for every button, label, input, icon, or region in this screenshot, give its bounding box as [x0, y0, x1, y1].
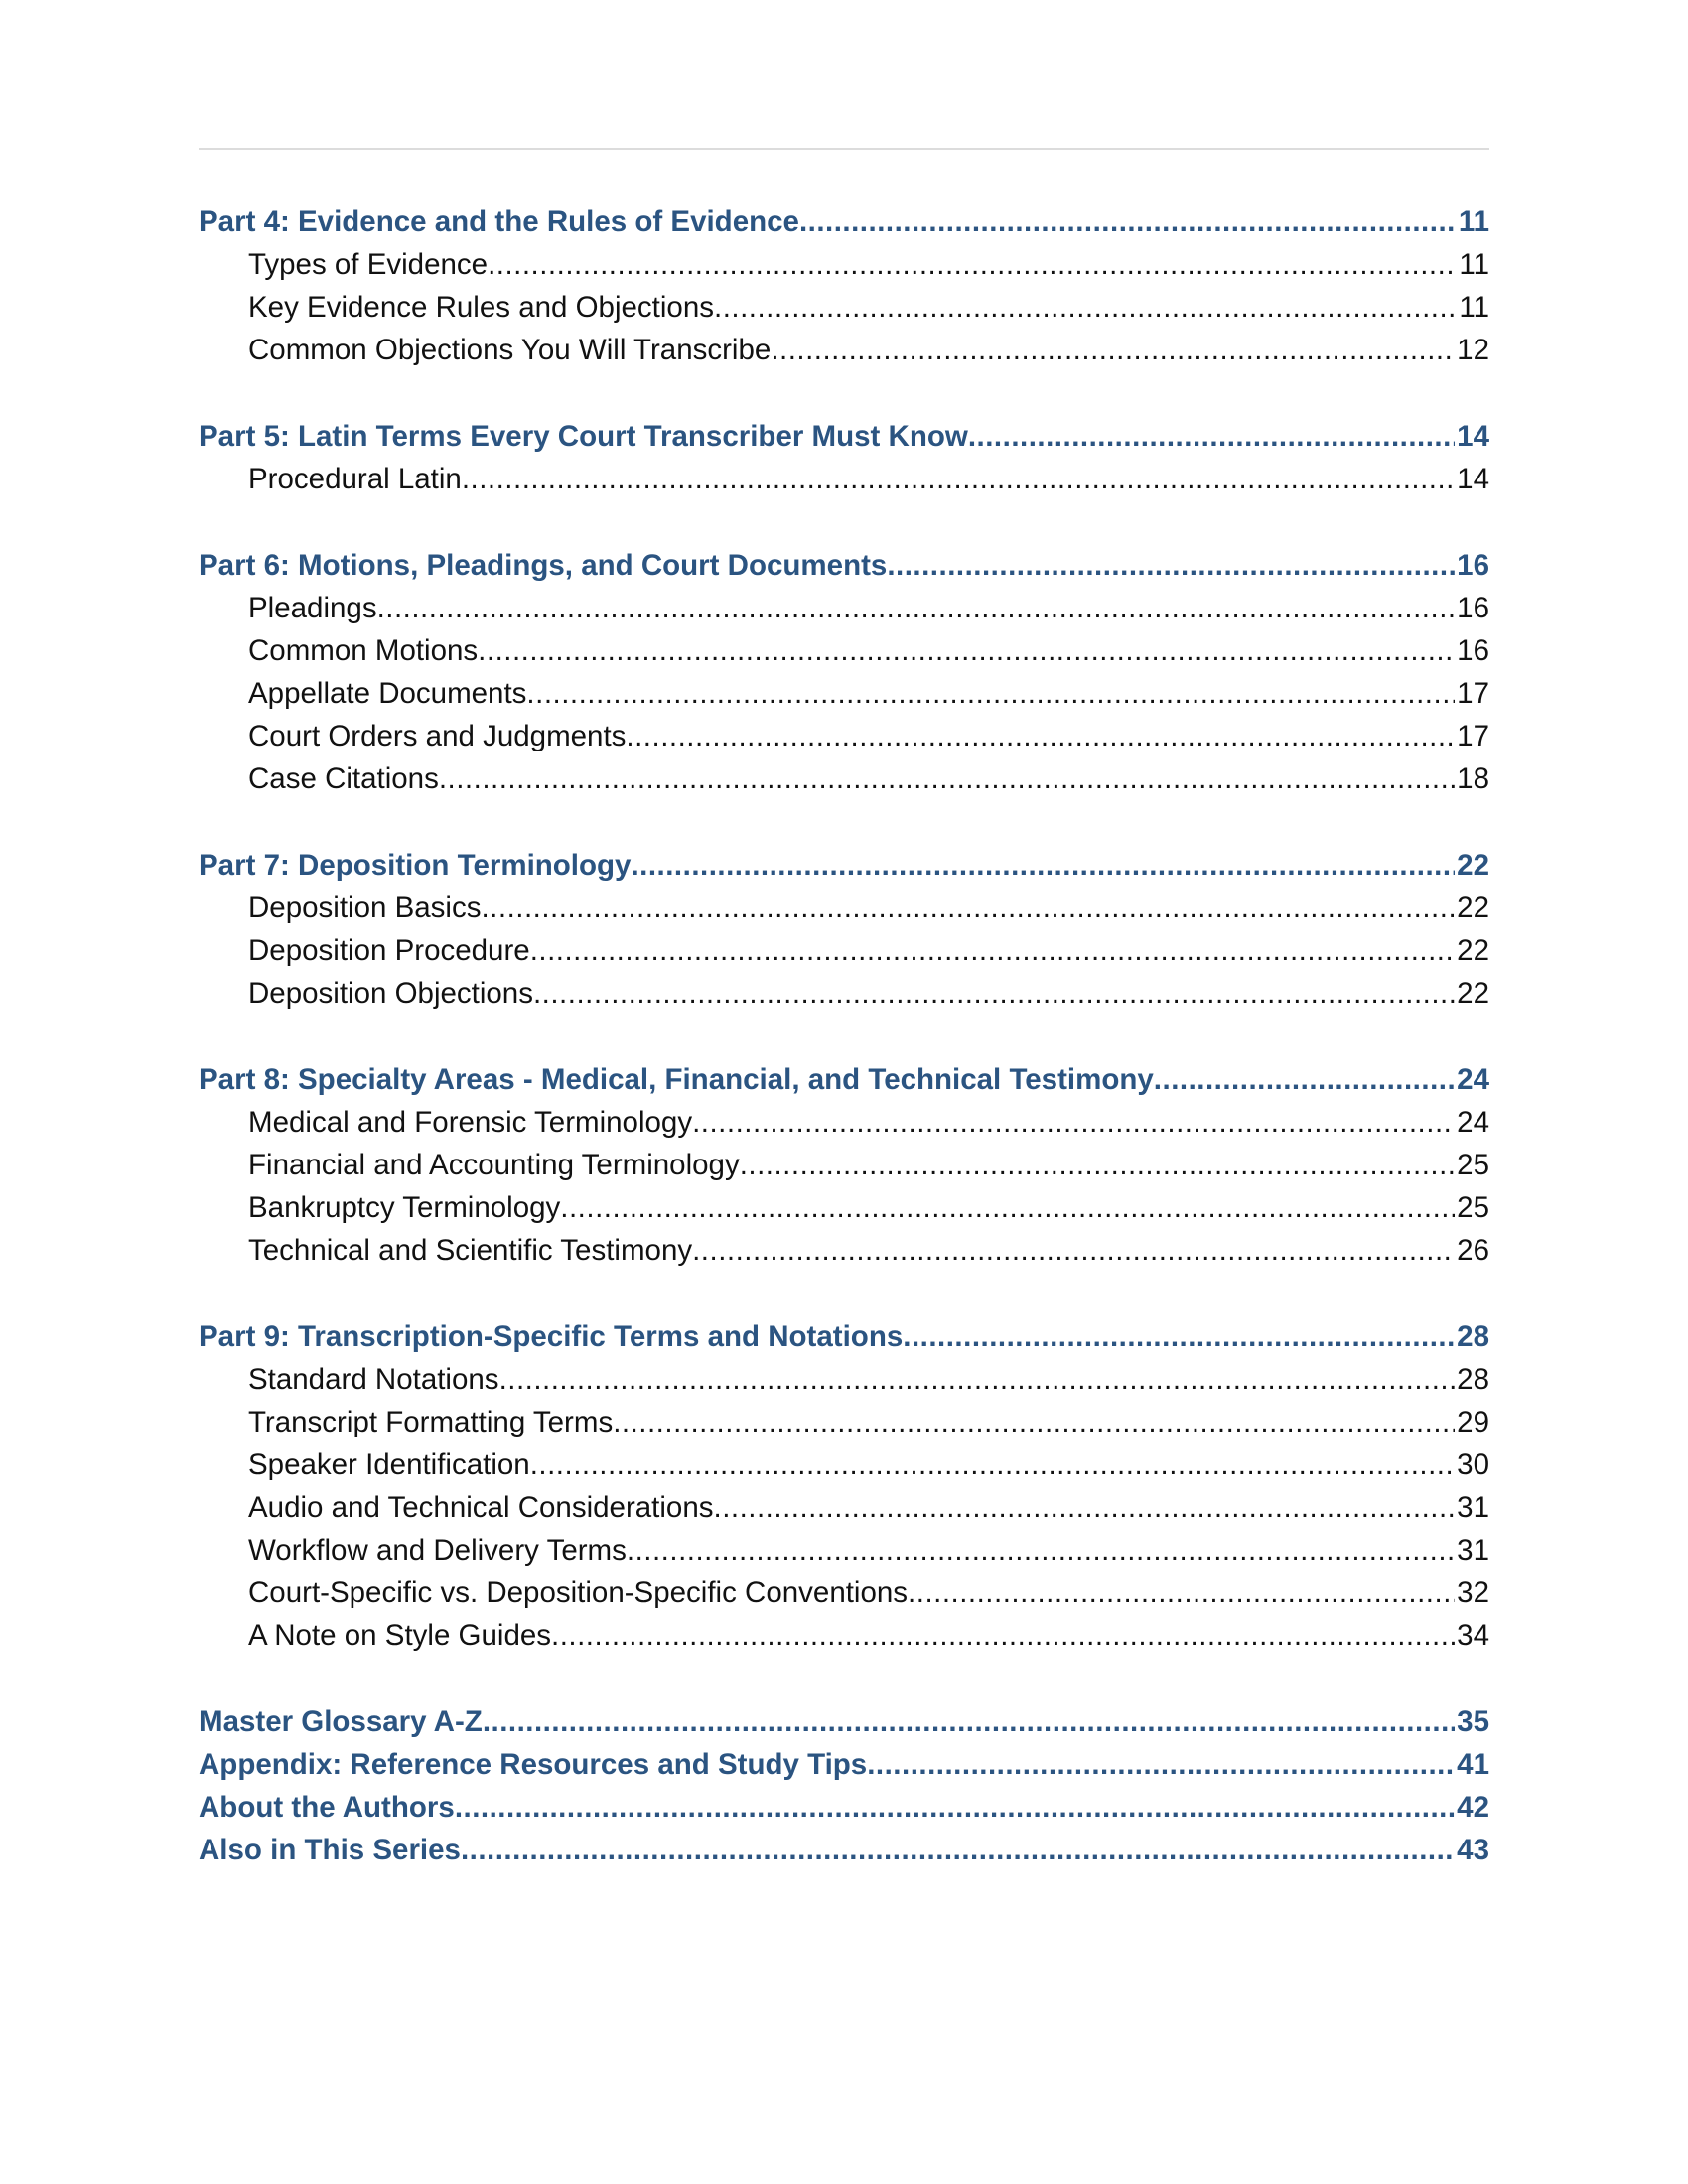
dot-leader	[461, 1831, 1455, 1870]
toc-entry-title: Common Motions	[248, 634, 479, 667]
top-divider	[199, 148, 1489, 150]
dot-leader	[530, 1445, 1455, 1485]
dot-leader	[903, 1317, 1455, 1357]
dot-leader	[771, 331, 1455, 370]
toc-page-number: 43	[1457, 1834, 1489, 1866]
toc-page-number: 28	[1457, 1320, 1489, 1353]
toc-page-number: 11	[1459, 248, 1489, 281]
toc-entry-title: Procedural Latin	[248, 463, 462, 495]
dot-leader	[462, 460, 1455, 499]
toc-subentry-court-orders[interactable]	[248, 717, 1489, 756]
dot-leader	[483, 1703, 1455, 1742]
toc-heading-master-glossary[interactable]	[199, 1703, 1489, 1742]
dot-leader	[613, 1403, 1455, 1442]
dot-leader	[867, 1745, 1455, 1785]
dot-leader	[740, 1146, 1455, 1185]
toc-page-number: 14	[1457, 463, 1489, 495]
toc-page-number: 11	[1458, 205, 1489, 238]
toc-entry-title: Technical and Scientific Testimony	[248, 1234, 693, 1267]
toc-entry-title: Deposition Procedure	[248, 934, 530, 967]
toc-heading-part-5[interactable]	[199, 417, 1489, 457]
dot-leader	[626, 717, 1455, 756]
toc-page-number: 22	[1457, 934, 1489, 967]
dot-leader	[526, 674, 1455, 714]
toc-entry-title: Also in This Series	[199, 1834, 461, 1866]
toc-subentry-style-guides[interactable]	[248, 1616, 1489, 1656]
toc-page-number: 28	[1457, 1363, 1489, 1396]
toc-entry-title: Court Orders and Judgments	[248, 720, 627, 752]
toc-page-number: 26	[1457, 1234, 1489, 1267]
dot-leader	[533, 974, 1455, 1014]
toc-heading-also-in-series[interactable]	[199, 1831, 1489, 1870]
toc-page-number: 25	[1457, 1191, 1489, 1224]
toc-heading-part-6[interactable]	[199, 546, 1489, 586]
toc-subentry-case-citations[interactable]	[248, 759, 1489, 799]
toc-subentry-common-motions[interactable]	[248, 631, 1489, 671]
toc-page-number: 11	[1459, 291, 1489, 324]
toc-page-number: 31	[1457, 1491, 1489, 1524]
toc-entry-title: Appellate Documents	[248, 677, 527, 710]
dot-leader	[714, 288, 1457, 328]
toc-subentry-deposition-objections[interactable]	[248, 974, 1489, 1014]
toc-page-number: 41	[1457, 1748, 1489, 1781]
toc-entry-title: Part 7: Deposition Terminology	[199, 849, 632, 882]
dot-leader	[377, 589, 1456, 628]
toc-entry-title: Common Objections You Will Transcribe	[248, 334, 772, 366]
toc-entry-title: Types of Evidence	[248, 248, 489, 281]
toc-page-number: 35	[1457, 1706, 1489, 1738]
dot-leader	[478, 631, 1455, 671]
toc-entry-title: Financial and Accounting Terminology	[248, 1149, 740, 1181]
dot-leader	[560, 1188, 1455, 1228]
toc-entry-title: Part 4: Evidence and the Rules of Evidence	[199, 205, 799, 238]
toc-heading-part-8[interactable]	[199, 1060, 1489, 1100]
toc-page-number: 24	[1457, 1063, 1489, 1096]
toc-entry-title: Part 6: Motions, Pleadings, and Court Documents	[199, 549, 888, 582]
dot-leader	[799, 203, 1457, 242]
toc-page-number: 24	[1457, 1106, 1489, 1139]
dot-leader	[551, 1616, 1455, 1656]
toc-entry-title: Part 9: Transcription-Specific Terms and Notations	[199, 1320, 904, 1353]
toc-entry-title: Transcript Formatting Terms	[248, 1406, 614, 1438]
toc-subentry-workflow-delivery[interactable]	[248, 1531, 1489, 1570]
toc-page-number: 31	[1457, 1534, 1489, 1567]
toc-entry-title: Court-Specific vs. Deposition-Specific Conventions	[248, 1576, 909, 1609]
toc-entry-title: Standard Notations	[248, 1363, 499, 1396]
dot-leader	[968, 417, 1455, 457]
toc-page-number: 22	[1457, 849, 1489, 882]
toc-subentry-deposition-basics[interactable]	[248, 888, 1489, 928]
toc-subentry-financial-accounting[interactable]	[248, 1146, 1489, 1185]
toc-page-number: 32	[1457, 1576, 1489, 1609]
toc-entry-title: Key Evidence Rules and Objections	[248, 291, 714, 324]
toc-subentry-types-of-evidence[interactable]	[248, 245, 1489, 285]
dot-leader	[488, 245, 1457, 285]
toc-page-number: 25	[1457, 1149, 1489, 1181]
dot-leader	[530, 931, 1455, 971]
dot-leader	[887, 546, 1455, 586]
toc-entry-title: Deposition Basics	[248, 891, 482, 924]
toc-heading-about-authors[interactable]	[199, 1788, 1489, 1828]
toc-entry-title: Part 8: Specialty Areas - Medical, Financial, and Technical Testimony	[199, 1063, 1154, 1096]
toc-entry-title: Master Glossary A-Z	[199, 1706, 483, 1738]
toc-entry-title: Speaker Identification	[248, 1448, 530, 1481]
toc-entry-title: Bankruptcy Terminology	[248, 1191, 561, 1224]
toc-page-number: 30	[1457, 1448, 1489, 1481]
toc-page-number: 42	[1457, 1791, 1489, 1824]
toc-entry-title: Part 5: Latin Terms Every Court Transcriber Must Know	[199, 420, 968, 453]
toc-page-number: 29	[1457, 1406, 1489, 1438]
dot-leader	[481, 888, 1455, 928]
toc-page-number: 14	[1457, 420, 1489, 453]
toc-entry-title: About the Authors	[199, 1791, 455, 1824]
toc-page-number: 17	[1457, 720, 1489, 752]
dot-leader	[692, 1231, 1455, 1271]
toc-page-number: 18	[1457, 762, 1489, 795]
dot-leader	[714, 1488, 1456, 1528]
toc-entry-title: Medical and Forensic Terminology	[248, 1106, 693, 1139]
toc-entry-title: Appendix: Reference Resources and Study Tips	[199, 1748, 868, 1781]
toc-heading-appendix[interactable]	[199, 1745, 1489, 1785]
dot-leader	[1154, 1060, 1455, 1100]
dot-leader	[455, 1788, 1455, 1828]
toc-entry-title: Case Citations	[248, 762, 439, 795]
toc-entry-title: A Note on Style Guides	[248, 1619, 552, 1652]
toc-subentry-standard-notations[interactable]	[248, 1360, 1489, 1400]
toc-page-number: 34	[1457, 1619, 1489, 1652]
dot-leader	[631, 846, 1455, 886]
toc-entry-title: Audio and Technical Considerations	[248, 1491, 714, 1524]
toc-subentry-medical-forensic[interactable]	[248, 1103, 1489, 1143]
toc-page-number: 16	[1457, 549, 1489, 582]
toc-subentry-speaker-identification[interactable]	[248, 1445, 1489, 1485]
toc-page-number: 12	[1457, 334, 1489, 366]
toc-page-number: 16	[1457, 634, 1489, 667]
dot-leader	[627, 1531, 1455, 1570]
toc-subentry-appellate-documents[interactable]	[248, 674, 1489, 714]
toc-subentry-procedural-latin[interactable]	[248, 460, 1489, 499]
dot-leader	[439, 759, 1455, 799]
toc-entry-title: Workflow and Delivery Terms	[248, 1534, 627, 1567]
toc-heading-part-9[interactable]	[199, 1317, 1489, 1357]
toc-page-number: 22	[1457, 891, 1489, 924]
toc-heading-part-7[interactable]	[199, 846, 1489, 886]
toc-entry-title: Pleadings	[248, 592, 377, 624]
toc-page-number: 16	[1457, 592, 1489, 624]
toc-page-number: 17	[1457, 677, 1489, 710]
toc-subentry-common-objections[interactable]	[248, 331, 1489, 370]
toc-heading-part-4[interactable]	[199, 203, 1489, 242]
toc-subentry-pleadings[interactable]	[248, 589, 1489, 628]
dot-leader	[499, 1360, 1456, 1400]
toc-subentry-deposition-procedure[interactable]	[248, 931, 1489, 971]
toc-subentry-transcript-formatting[interactable]	[248, 1403, 1489, 1442]
dot-leader	[908, 1573, 1455, 1613]
toc-subentry-key-evidence-rules[interactable]	[248, 288, 1489, 328]
toc-subentry-audio-technical[interactable]	[248, 1488, 1489, 1528]
toc-subentry-bankruptcy[interactable]	[248, 1188, 1489, 1228]
toc-page-number: 22	[1457, 977, 1489, 1010]
toc-entry-title: Deposition Objections	[248, 977, 533, 1010]
toc-subentry-technical-scientific[interactable]	[248, 1231, 1489, 1271]
toc-subentry-court-vs-deposition[interactable]	[248, 1573, 1489, 1613]
dot-leader	[692, 1103, 1455, 1143]
